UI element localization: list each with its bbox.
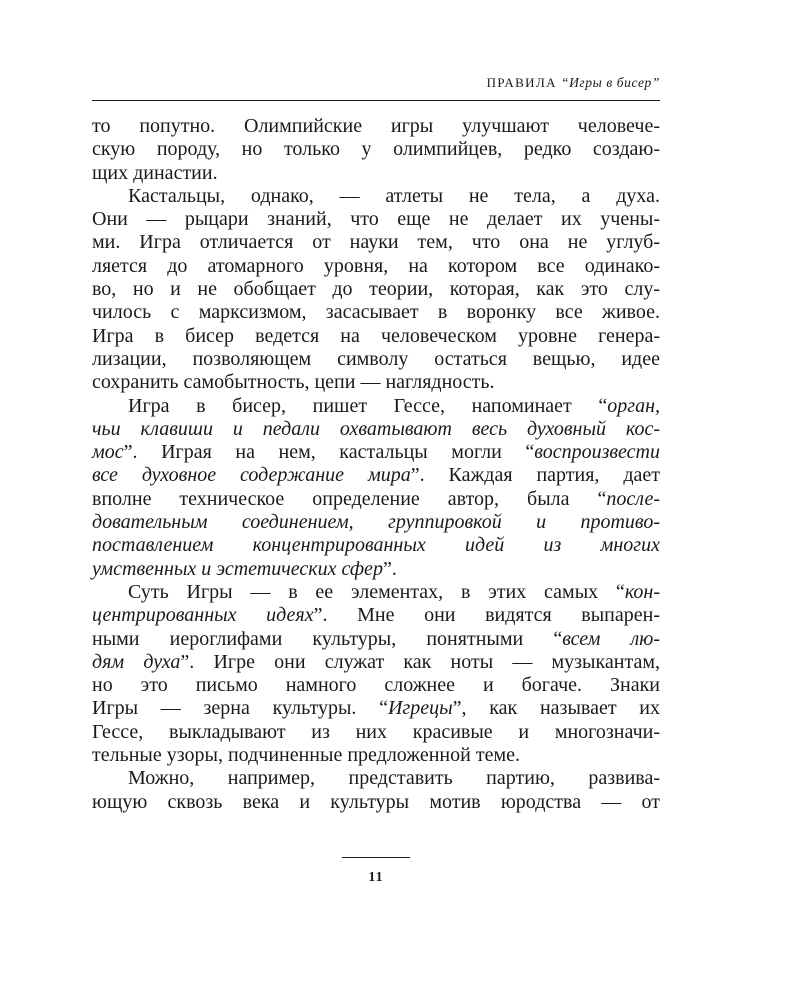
text-line: но это письмо намного сложнее и богаче. Знаки [92, 674, 660, 697]
text-line: Игра в бисер, пишет Гессе, напоминает “орган, [128, 394, 660, 417]
text-line: чилось с марксизмом, засасывает в воронку все живое. [92, 301, 660, 324]
header-rule [92, 100, 660, 101]
text-line: Игра в бисер ведется на человеческом уровне генера- [92, 324, 660, 347]
text-line: вполне техническое определение автор, была “после- [92, 487, 660, 510]
text-line: Можно, например, представить партию, развива- [128, 767, 660, 790]
text-line: умственных и эстетических сфер”. [92, 557, 397, 580]
text-line: щих династии. [92, 161, 218, 184]
text-line: скую породу, но только у олимпийцев, редко создаю- [92, 138, 660, 161]
running-header [92, 74, 660, 92]
text-line: мос”. Играя на нем, кастальцы могли “воспроизвести [92, 441, 660, 464]
text-line: поставлением концентрированных идей из многих [92, 534, 660, 557]
running-header-title: “Игры в бисер” [560, 75, 660, 90]
text-line: чьи клавиши и педали охватывают весь духовный кос- [92, 417, 660, 440]
text-line: Гессе, выкладывают из них красивые и многозначи- [92, 720, 660, 743]
text-line: Они — рыцари знаний, что еще не делает их учены- [92, 208, 660, 231]
body-text [92, 115, 660, 814]
text-line: то попутно. Олимпийские игры улучшают человече- [92, 115, 660, 137]
text-line: ющую сквозь века и культуры мотив юродства — от [92, 790, 660, 813]
page-number: 11 [368, 870, 384, 885]
text-line: лизации, позволяющем символу остаться вещью, идее [92, 347, 660, 370]
text-line: Игры — зерна культуры. “Игрецы”, как называет их [92, 697, 660, 720]
text-line: ными иероглифами культуры, понятными “всем лю- [92, 627, 660, 650]
text-line: все духовное содержание мира”. Каждая партия, дает [92, 464, 660, 487]
text-line: Кастальцы, однако, — атлеты не тела, а духа. [128, 184, 660, 207]
running-header-section: ПРАВИЛА [486, 75, 557, 90]
text-line: ми. Игра отличается от науки тем, что она не углуб- [92, 231, 660, 254]
text-line: ляется до атомарного уровня, на котором все одинако- [92, 254, 660, 277]
footer-rule [342, 857, 410, 858]
text-line: сохранить самобытность, цепи — наглядность. [92, 371, 495, 394]
text-line: тельные узоры, подчиненные предложенной теме. [92, 744, 520, 767]
text-line: дям духа”. Игре они служат как ноты — музыкантам, [92, 650, 660, 673]
text-line: Суть Игры — в ее элементах, в этих самых “кон- [128, 580, 660, 603]
text-line: довательным соединением, группировкой и противо- [92, 511, 660, 534]
text-line: центрированных идеях”. Мне они видятся выпарен- [92, 604, 660, 627]
text-line: во, но и не обобщает до теории, которая, как это слу- [92, 278, 660, 301]
